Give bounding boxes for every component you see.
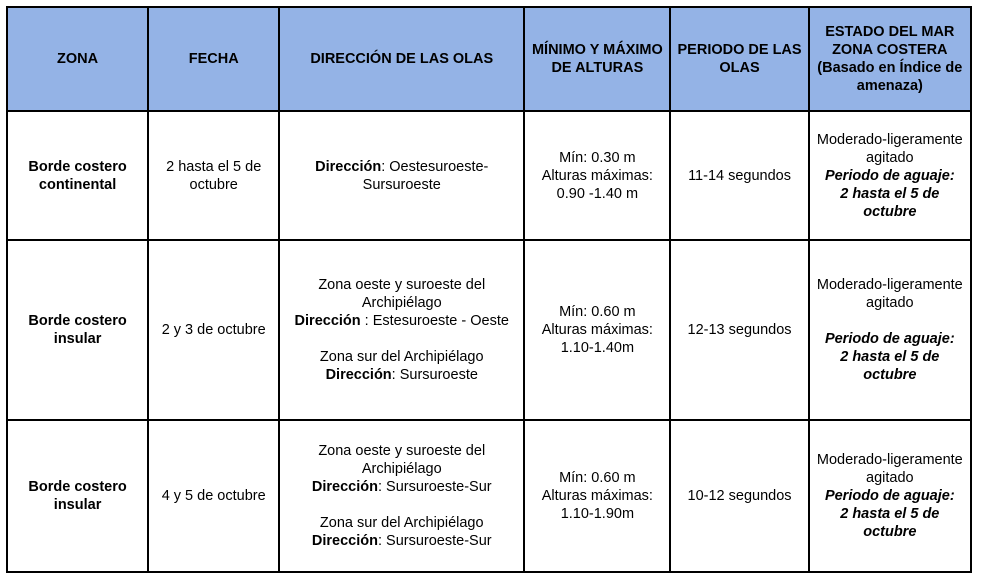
direccion-cell [279,111,524,240]
header-periodo: PERIODO DE LAS OLAS [670,7,808,111]
aguaje-label: Periodo de aguaje: [824,167,955,184]
zona-cell: Borde costero insular [7,420,148,572]
direccion-label: Dirección [325,367,392,383]
aguaje-value: 2 hasta el 5 de octubre [840,506,940,540]
estado-value: Moderado-ligeramente agitado [816,277,963,311]
marine-conditions-table [6,6,972,573]
direccion-cell [279,420,524,572]
direccion-b [284,366,519,384]
periodo-cell: 10-12 segundos [670,420,808,572]
direccion-label: Dirección [315,158,382,175]
zone-b-text: Zona sur del Archipiélago [319,349,484,365]
estado-cell [809,240,971,420]
aguaje-label: Periodo de aguaje: [824,331,955,347]
aguaje-value: 2 hasta el 5 de octubre [840,349,940,383]
estado-cell [809,420,971,572]
direccion-value: : Oestesuroeste-Sursuroeste [362,158,489,193]
zone-b-text: Zona sur del Archipiélago [319,515,484,531]
alturas-cell [524,111,670,240]
fecha-cell: 4 y 5 de octubre [148,420,279,572]
direccion-value: : Sursuroeste-Sur [377,533,492,549]
header-direccion: DIRECCIÓN DE LAS OLAS [279,7,524,111]
direccion-b [284,532,519,550]
min-height: Mín: 0.30 m [559,149,636,166]
estado-cell [809,111,971,240]
direccion-value: : Estesuroeste - Oeste [360,313,509,329]
fecha-cell: 2 y 3 de octubre [148,240,279,420]
periodo-cell: 11-14 segundos [670,111,808,240]
direccion-label: Dirección [294,313,361,329]
direccion-label: Dirección [311,533,378,549]
direccion-value: : Sursuroeste [391,367,478,383]
periodo-cell: 12-13 segundos [670,240,808,420]
aguaje-label: Periodo de aguaje: [824,488,955,504]
alturas-cell [524,240,670,420]
min-height: Mín: 0.60 m [559,470,636,486]
estado-value: Moderado-ligeramente agitado [816,131,963,166]
direccion-a [284,478,519,496]
header-fecha: FECHA [148,7,279,111]
header-estado [809,7,971,111]
max-height-value: 0.90 -1.40 m [556,185,639,202]
spacer [814,312,966,330]
header-zona: ZONA [7,7,148,111]
table-row [7,111,971,240]
max-height-label: Alturas máximas: [541,167,653,184]
zona-cell: Borde costero continental [7,111,148,240]
direccion-a [284,312,519,330]
table-header-row [7,7,971,111]
zona-cell: Borde costero insular [7,240,148,420]
direccion-value: : Sursuroeste-Sur [377,479,492,495]
fecha-cell: 2 hasta el 5 de octubre [148,111,279,240]
spacer [284,330,519,348]
direccion-label: Dirección [311,479,378,495]
spacer [284,496,519,514]
aguaje-value: 2 hasta el 5 de octubre [840,185,940,220]
header-alturas: MÍNIMO Y MÁXIMO DE ALTURAS [524,7,670,111]
header-estado-note: (Basado en Índice de amenaza) [817,60,963,94]
direccion-cell [279,240,524,420]
zone-a-text: Zona oeste y suroeste del Archipiélago [318,443,486,477]
table-row [7,420,971,572]
min-height: Mín: 0.60 m [559,304,636,320]
max-height-value: 1.10-1.40m [560,340,635,356]
alturas-cell [524,420,670,572]
max-height-label: Alturas máximas: [541,488,653,504]
table-row [7,240,971,420]
max-height-value: 1.10-1.90m [560,506,635,522]
max-height-label: Alturas máximas: [541,322,653,338]
header-estado-title: ESTADO DEL MAR ZONA COSTERA [825,24,955,58]
zone-a-text: Zona oeste y suroeste del Archipiélago [318,277,486,311]
estado-value: Moderado-ligeramente agitado [816,452,963,486]
